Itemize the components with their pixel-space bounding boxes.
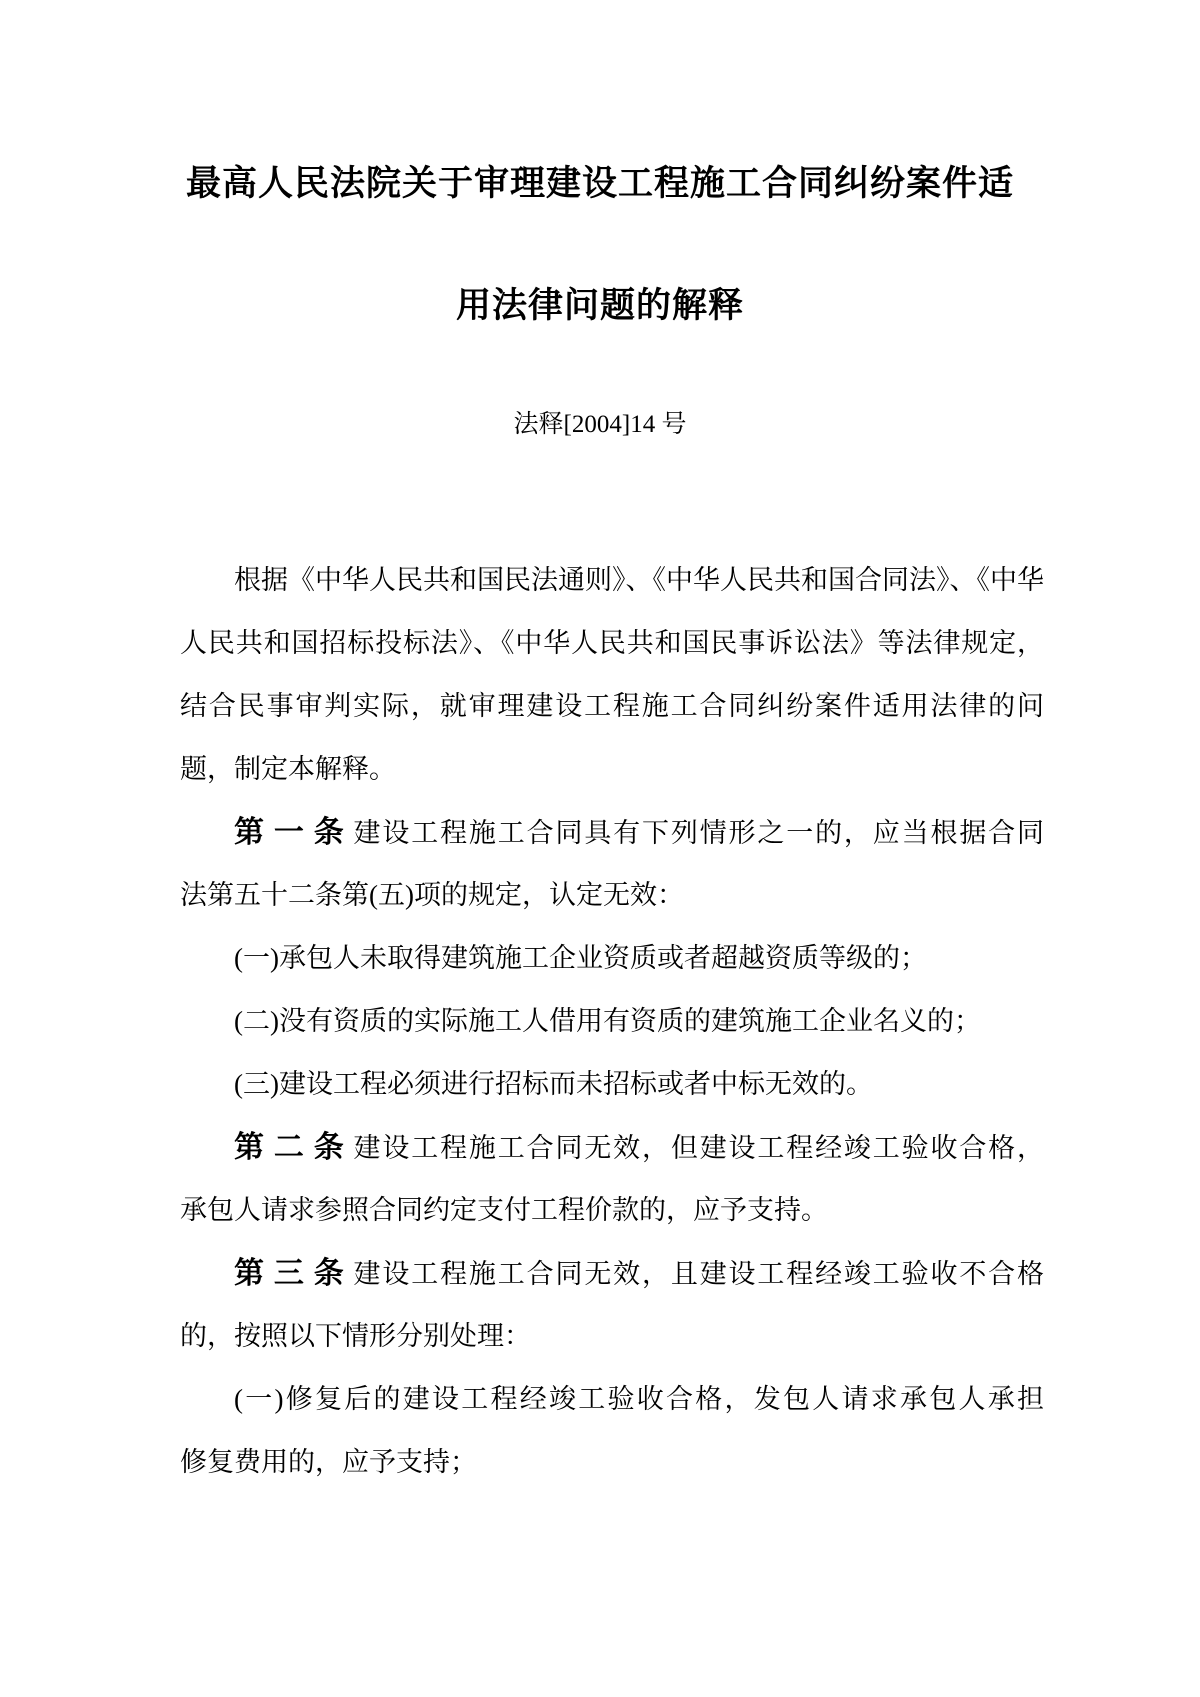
paragraph-line	[180, 738, 1044, 801]
paragraph-line	[180, 1431, 1044, 1494]
paragraph-line	[180, 801, 1044, 864]
line-text: (二)没有资质的实际施工人借用有资质的建筑施工企业名义的；	[234, 1006, 981, 1036]
line-text: (三)建设工程必须进行招标而未招标或者中标无效的。	[234, 1069, 873, 1099]
line-text: (一)承包人未取得建筑施工企业资质或者超越资质等级的；	[234, 943, 927, 973]
line-text: 法第五十二条第(五)项的规定，认定无效：	[180, 880, 684, 910]
line-text: 承包人请求参照合同约定支付工程价款的，应予支持。	[180, 1195, 828, 1225]
line-text: 建设工程施工合同无效，但建设工程经竣工验收合格，	[353, 1133, 1045, 1163]
paragraph-line	[180, 927, 1044, 990]
line-text: 修复费用的，应予支持；	[180, 1447, 477, 1477]
paragraph-line	[180, 1179, 1044, 1242]
paragraph-line	[180, 549, 1044, 612]
line-text: 建设工程施工合同无效，且建设工程经竣工验收不合格	[353, 1259, 1045, 1289]
paragraph-line	[180, 1305, 1044, 1368]
line-text: (一)修复后的建设工程经竣工验收合格，发包人请求承包人承担	[234, 1384, 1044, 1414]
document-number: 法释[2004]14 号	[513, 411, 687, 438]
document-title-line-2: 用法律问题的解释	[455, 286, 744, 325]
document-title-line-1: 最高人民法院关于审理建设工程施工合同纠纷案件适	[185, 164, 1014, 203]
line-text: 根据《中华人民共和国民法通则》、《中华人民共和国合同法》、《中华	[234, 565, 1044, 595]
line-text: 的，按照以下情形分别处理：	[180, 1321, 531, 1351]
article-number: 第三条	[234, 1257, 354, 1290]
document-body	[180, 549, 1044, 1494]
paragraph-line	[180, 1242, 1044, 1305]
paragraph-line	[180, 675, 1044, 738]
paragraph-line	[180, 612, 1044, 675]
article-number: 第二条	[234, 1131, 354, 1164]
line-text: 人民共和国招标投标法》、《中华人民共和国民事诉讼法》等法律规定，	[180, 628, 1044, 658]
paragraph-line	[180, 1116, 1044, 1179]
line-text: 建设工程施工合同具有下列情形之一的，应当根据合同	[353, 818, 1045, 848]
line-text: 题，制定本解释。	[180, 754, 396, 784]
paragraph-line	[180, 990, 1044, 1053]
paragraph-line	[180, 864, 1044, 927]
paragraph-line	[180, 1053, 1044, 1116]
paragraph-line	[180, 1368, 1044, 1431]
line-text: 结合民事审判实际，就审理建设工程施工合同纠纷案件适用法律的问	[180, 691, 1044, 721]
article-number: 第一条	[234, 816, 354, 849]
